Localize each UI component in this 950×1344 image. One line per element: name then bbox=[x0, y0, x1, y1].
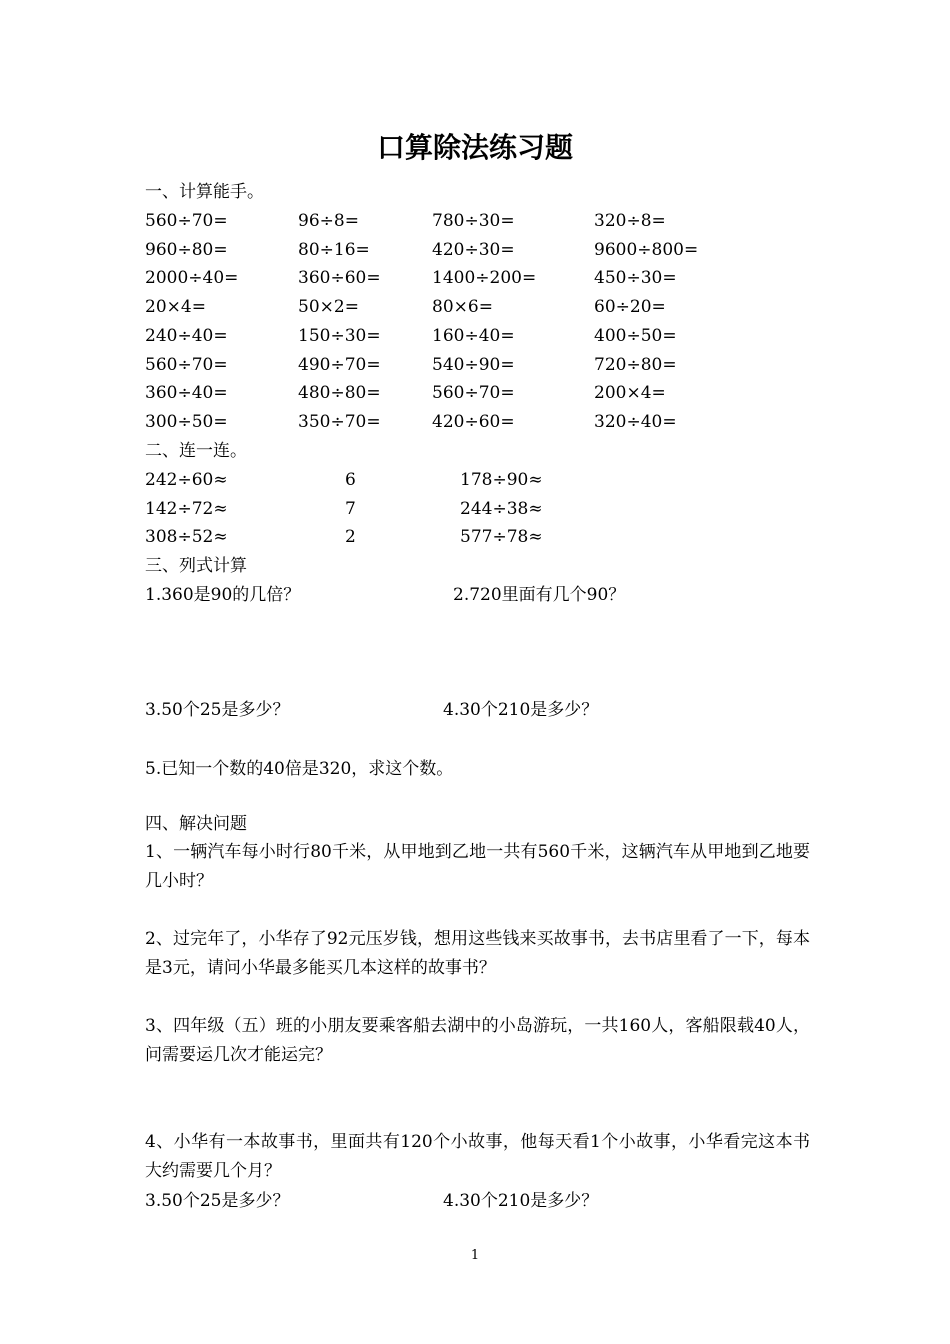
calc-item: 960÷80= bbox=[145, 239, 228, 260]
calc-item: 320÷40= bbox=[594, 411, 677, 432]
calc-item: 450÷30= bbox=[594, 268, 677, 289]
section-3-heading: 三、列式计算 bbox=[145, 556, 247, 576]
calc-item: 400÷50= bbox=[594, 325, 677, 346]
match-right-item: 178÷90≈ bbox=[460, 470, 543, 490]
problem-3: 3、四年级（五）班的小朋友要乘客船去湖中的小岛游玩，一共160人，客船限载40人，问需要运几次才能运完？ bbox=[145, 1016, 810, 1065]
question-1: 1.360是90的几倍？ bbox=[145, 585, 301, 605]
calc-item: 200×4= bbox=[594, 383, 666, 404]
calc-item: 1400÷200= bbox=[432, 268, 537, 289]
calc-item: 360÷40= bbox=[145, 383, 228, 404]
calc-item: 2000÷40= bbox=[145, 268, 239, 289]
match-left-item: 308÷52≈ bbox=[145, 527, 228, 548]
calc-item: 780÷30= bbox=[432, 211, 515, 231]
calc-item: 300÷50= bbox=[145, 411, 228, 432]
match-answer: 6 bbox=[345, 470, 356, 490]
section-1-heading: 一、计算能手。 bbox=[145, 182, 264, 202]
page-title: 口算除法练习题 bbox=[376, 131, 573, 164]
calc-item: 560÷70= bbox=[432, 383, 515, 404]
match-answer: 7 bbox=[345, 498, 356, 519]
calc-item: 360÷60= bbox=[298, 268, 381, 289]
calc-item: 80÷16= bbox=[298, 239, 370, 260]
calc-item: 80×6= bbox=[432, 297, 493, 318]
calc-item: 20×4= bbox=[145, 297, 206, 318]
calc-item: 480÷80= bbox=[298, 383, 381, 404]
question-5: 5.已知一个数的40倍是320，求这个数。 bbox=[145, 759, 454, 779]
calc-item: 240÷40= bbox=[145, 325, 228, 346]
match-answer: 2 bbox=[345, 527, 356, 548]
problem-2: 2、过完年了，小华存了92元压岁钱，想用这些钱来买故事书，去书店里看了一下，每本是3元，请问小华最多能买几本这样的故事书？ bbox=[145, 929, 810, 978]
calc-item: 60÷20= bbox=[594, 297, 666, 318]
repeat-question-3: 3.50个25是多少？ bbox=[145, 1191, 290, 1211]
calc-item: 350÷70= bbox=[298, 411, 381, 432]
calc-item: 320÷8= bbox=[594, 211, 666, 231]
calc-item: 150÷30= bbox=[298, 325, 381, 346]
question-2: 2.720里面有几个90？ bbox=[453, 585, 626, 605]
page-number: 1 bbox=[470, 1248, 480, 1263]
calc-item: 560÷70= bbox=[145, 211, 228, 231]
calc-item: 50×2= bbox=[298, 297, 359, 318]
calc-item: 96÷8= bbox=[298, 211, 359, 231]
calc-item: 720÷80= bbox=[594, 354, 677, 375]
calc-item: 420÷60= bbox=[432, 411, 515, 432]
repeat-question-4: 4.30个210是多少？ bbox=[443, 1191, 599, 1211]
question-4: 4.30个210是多少？ bbox=[443, 700, 599, 720]
question-3: 3.50个25是多少？ bbox=[145, 700, 290, 720]
match-left-item: 242÷60≈ bbox=[145, 470, 228, 490]
calc-item: 160÷40= bbox=[432, 325, 515, 346]
calc-item: 560÷70= bbox=[145, 354, 228, 375]
match-right-item: 577÷78≈ bbox=[460, 527, 543, 548]
match-left-item: 142÷72≈ bbox=[145, 498, 228, 519]
calc-item: 9600÷800= bbox=[594, 239, 699, 260]
section-2-heading: 二、连一连。 bbox=[145, 441, 247, 461]
section-4-heading: 四、解决问题 bbox=[145, 814, 247, 834]
calc-item: 420÷30= bbox=[432, 239, 515, 260]
calc-item: 540÷90= bbox=[432, 354, 515, 375]
match-right-item: 244÷38≈ bbox=[460, 498, 543, 519]
calc-item: 490÷70= bbox=[298, 354, 381, 375]
problem-4: 4、小华有一本故事书，里面共有120个小故事，他每天看1个小故事，小华看完这本书大约需要几个月？ bbox=[145, 1132, 810, 1181]
problem-1: 1、一辆汽车每小时行80千米，从甲地到乙地一共有560千米，这辆汽车从甲地到乙地要几小时？ bbox=[145, 842, 810, 891]
